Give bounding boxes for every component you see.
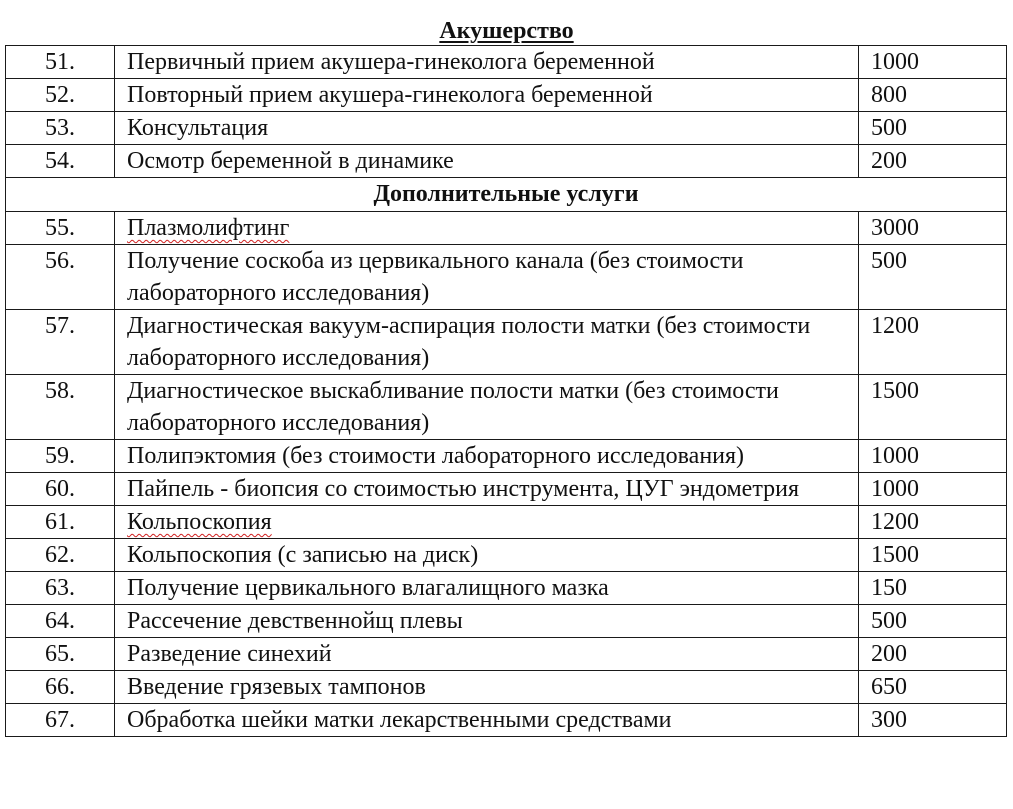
service-name: Разведение синехий	[115, 638, 859, 671]
table-row	[6, 605, 1007, 638]
table-row	[6, 112, 1007, 145]
row-number: 53.	[6, 112, 115, 145]
table-row	[6, 440, 1007, 473]
service-price: 1000	[859, 473, 1007, 506]
row-number: 66.	[6, 671, 115, 704]
table-row	[6, 375, 1007, 440]
table-row	[6, 145, 1007, 178]
service-name-text: Кольпоскопия	[127, 509, 272, 535]
table-row	[6, 212, 1007, 245]
service-name: Обработка шейки матки лекарственными средствами	[115, 704, 859, 737]
service-price: 1500	[859, 375, 1007, 440]
service-price: 1200	[859, 310, 1007, 375]
table-row	[6, 671, 1007, 704]
service-price: 200	[859, 638, 1007, 671]
service-name: Рассечение девственнойщ плевы	[115, 605, 859, 638]
table-row	[6, 79, 1007, 112]
service-price: 1000	[859, 46, 1007, 79]
row-number: 56.	[6, 245, 115, 310]
table-row	[6, 539, 1007, 572]
service-price: 500	[859, 245, 1007, 310]
table-row	[6, 473, 1007, 506]
row-number: 54.	[6, 145, 115, 178]
price-table	[5, 45, 1007, 737]
service-name: Повторный прием акушера-гинеколога беременной	[115, 79, 859, 112]
row-number: 67.	[6, 704, 115, 737]
service-name: Кольпоскопия (с записью на диск)	[115, 539, 859, 572]
service-name: Получение соскоба из цервикального канала (без стоимости лабораторного исследования)	[115, 245, 859, 310]
table-row	[6, 46, 1007, 79]
row-number: 61.	[6, 506, 115, 539]
service-name	[115, 212, 859, 245]
section-header-row	[6, 178, 1007, 212]
row-number: 64.	[6, 605, 115, 638]
service-name-text: Плазмолифтинг	[127, 215, 290, 241]
service-name: Полипэктомия (без стоимости лабораторного исследования)	[115, 440, 859, 473]
row-number: 60.	[6, 473, 115, 506]
service-name: Первичный прием акушера-гинеколога беременной	[115, 46, 859, 79]
service-name: Диагностическая вакуум-аспирация полости матки (без стоимости лабораторного исследования)	[115, 310, 859, 375]
service-name: Консультация	[115, 112, 859, 145]
service-price: 1500	[859, 539, 1007, 572]
service-name	[115, 506, 859, 539]
table-row	[6, 572, 1007, 605]
service-price: 3000	[859, 212, 1007, 245]
table-row	[6, 704, 1007, 737]
row-number: 58.	[6, 375, 115, 440]
section-title-obstetrics: Акушерство	[439, 18, 574, 44]
service-price: 200	[859, 145, 1007, 178]
service-name: Получение цервикального влагалищного мазка	[115, 572, 859, 605]
service-price: 500	[859, 605, 1007, 638]
table-row	[6, 310, 1007, 375]
service-name: Введение грязевых тампонов	[115, 671, 859, 704]
row-number: 65.	[6, 638, 115, 671]
service-price: 150	[859, 572, 1007, 605]
service-price: 1000	[859, 440, 1007, 473]
service-price: 300	[859, 704, 1007, 737]
service-name: Пайпель - биопсия со стоимостью инструмента, ЦУГ эндометрия	[115, 473, 859, 506]
row-number: 51.	[6, 46, 115, 79]
row-number: 62.	[6, 539, 115, 572]
service-price: 650	[859, 671, 1007, 704]
service-name: Диагностическое выскабливание полости матки (без стоимости лабораторного исследования)	[115, 375, 859, 440]
table-row	[6, 245, 1007, 310]
row-number: 55.	[6, 212, 115, 245]
service-price: 500	[859, 112, 1007, 145]
service-price: 800	[859, 79, 1007, 112]
section-title-additional: Дополнительные услуги	[6, 178, 1007, 212]
row-number: 59.	[6, 440, 115, 473]
row-number: 57.	[6, 310, 115, 375]
row-number: 63.	[6, 572, 115, 605]
table-row	[6, 506, 1007, 539]
table-row	[6, 638, 1007, 671]
row-number: 52.	[6, 79, 115, 112]
service-name: Осмотр беременной в динамике	[115, 145, 859, 178]
service-price: 1200	[859, 506, 1007, 539]
